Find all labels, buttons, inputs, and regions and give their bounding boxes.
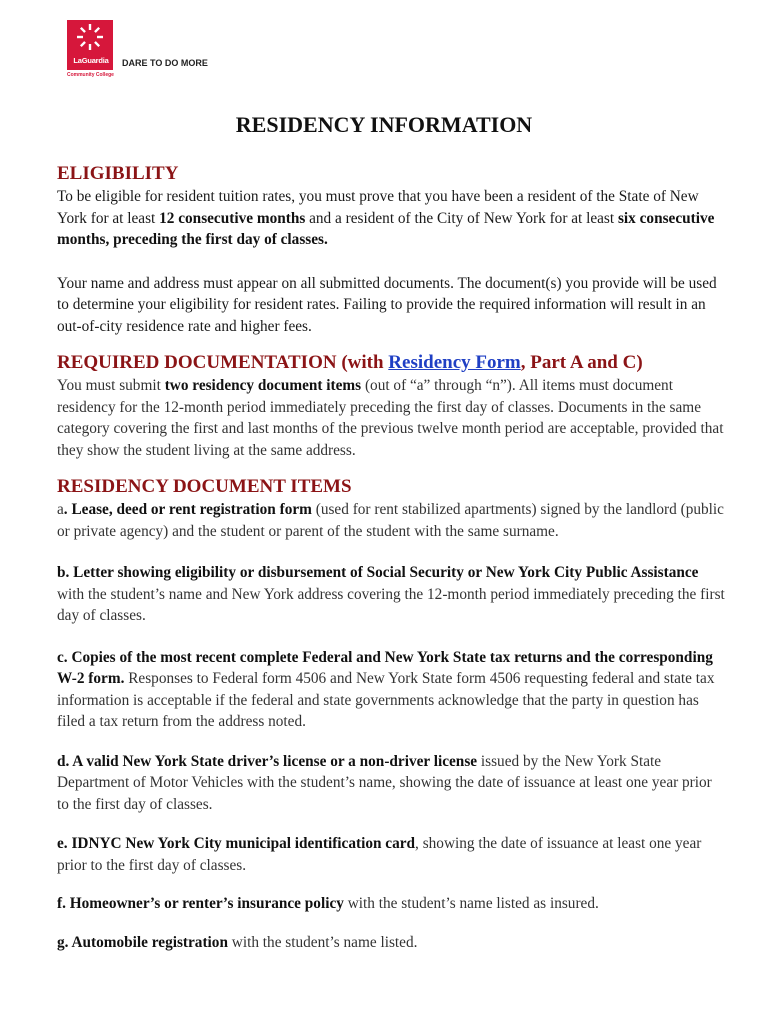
item-letter: a	[57, 501, 64, 518]
list-item	[57, 833, 727, 876]
heading-text: REQUIRED DOCUMENTATION (with	[57, 352, 389, 373]
list-item	[57, 893, 727, 915]
document-items-heading: RESIDENCY DOCUMENT ITEMS	[57, 476, 352, 497]
heading-text: , Part A and C)	[520, 352, 643, 373]
item-description: , showing the date of issuance at least one year prior to the first day of classes.	[57, 835, 702, 874]
logo-subtitle: Community College	[67, 72, 114, 78]
list-item	[57, 932, 727, 954]
sunburst-icon	[67, 20, 113, 56]
laguardia-logo	[67, 20, 208, 78]
logo-tagline: DARE TO DO MORE	[122, 58, 208, 68]
item-description: with the student’s name and New York address covering the 12-month period immediately preceding the first day of classes.	[57, 585, 725, 624]
item-description: Responses to Federal form 4506 and New York State form 4506 requesting federal and state tax information is acceptable if the federal and state governments acknowledge that the party in question has filed a tax return from the address noted.	[57, 670, 715, 730]
item-title: . Lease, deed or rent registration form	[63, 501, 312, 518]
list-item	[57, 647, 727, 733]
eligibility-heading: ELIGIBILITY	[57, 163, 179, 184]
item-title: d. A valid New York State driver’s license or a non-driver license	[57, 752, 478, 770]
list-item	[57, 562, 727, 627]
name-address-paragraph: Your name and address must appear on all submitted documents. The document(s) you provide will be used to determine your eligibility for resident rates. Failing to provide the required information will result in an out-of-city residence rate and higher fees.	[57, 274, 717, 335]
item-title: g. Automobile registration	[57, 933, 228, 951]
document-body	[57, 162, 727, 953]
required-documentation-paragraph	[57, 375, 727, 461]
text-run: To be eligible for resident tuition rates, you must prove that you have been a resident of the State of New York for at least	[57, 188, 699, 227]
text-run: and a resident of the City of New York for at least	[305, 209, 618, 227]
item-description: with the student’s name listed.	[227, 933, 418, 951]
item-description: with the student’s name listed as insured.	[343, 895, 599, 912]
bold-text: six consecutive months, preceding the first day of classes.	[57, 209, 715, 248]
text-run: (out of “a” through “n”). All items must document residency for the 12-month period immediately preceding the first day of classes. Documents in the same category covering the first and last months of the previous twelve month period are acceptable, provided that they show the student living at the same address.	[57, 377, 724, 459]
item-title: c. Copies of the most recent complete Federal and New York State tax returns and the corresponding W-2 form.	[57, 648, 713, 687]
residency-form-link[interactable]: Residency Form	[388, 352, 521, 373]
bold-text: two residency document items	[164, 377, 362, 394]
item-title: f. Homeowner’s or renter’s insurance policy	[57, 895, 344, 912]
item-title: e. IDNYC New York City municipal identification card	[57, 835, 416, 852]
logo-name: LaGuardia	[73, 56, 109, 65]
page-title: RESIDENCY INFORMATION	[235, 112, 533, 137]
text-run: You must submit	[57, 377, 165, 394]
item-description: (used for rent stabilized apartments) signed by the landlord (public or private agency) and the student or parent of the student with the same surname.	[57, 501, 724, 540]
list-item	[57, 499, 727, 542]
item-description: issued by the New York State Department of Motor Vehicles with the student’s name, showing the date of issuance at least one year prior to the first day of classes.	[57, 752, 712, 813]
item-title: b. Letter showing eligibility or disbursement of Social Security or New York City Public Assistance	[57, 564, 699, 581]
required-documentation-heading	[57, 351, 727, 375]
list-item	[57, 751, 727, 816]
bold-text: 12 consecutive months	[159, 209, 306, 227]
eligibility-paragraph	[57, 186, 727, 251]
logo-mark	[67, 20, 113, 70]
